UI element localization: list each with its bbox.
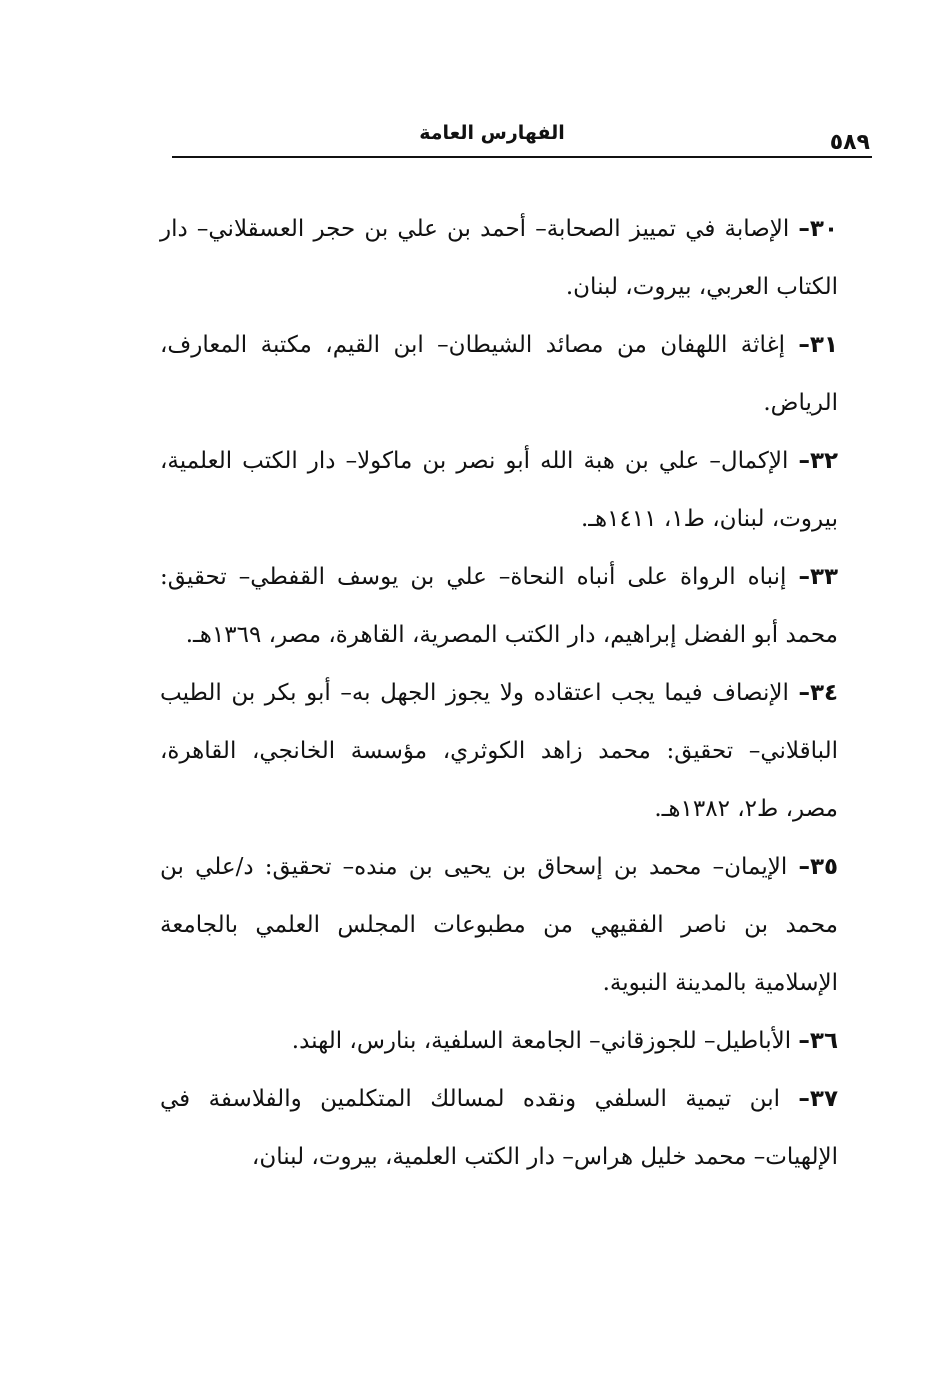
entry-text: الإكمال– علي بن هبة الله أبو نصر بن ماكولا– دار الكتب العلمية، بيروت، لبنان، ط١، ١٤١١هـ. [160,448,838,532]
bibliography-entry [160,548,838,664]
entry-number: ٣٥– [798,854,839,880]
page-header [172,108,872,160]
entry-number: ٣٣– [798,564,839,590]
bibliography-entry [160,316,838,432]
bibliography-entry [160,200,838,316]
bibliography-entry [160,1070,838,1186]
entry-number: ٣٦– [798,1028,838,1054]
bibliography-entry [160,664,838,838]
entry-text: الإنصاف فيما يجب اعتقاده ولا يجوز الجهل به– أبو بكر بن الطيب الباقلاني– تحقيق: محمد زاهد الكوثري، مؤسسة الخانجي، القاهرة، مصر، ط٢، ١٣٨٢هـ. [160,680,838,822]
bibliography-entry [160,432,838,548]
entry-text: ابن تيمية السلفي ونقده لمسالك المتكلمين والفلاسفة في الإلهيات– محمد خليل هراس– دار الكتب العلمية، بيروت، لبنان، [160,1086,838,1170]
entry-number: ٣١– [798,332,838,358]
entry-number: ٣٠– [798,216,838,242]
entry-number: ٣٧– [798,1086,838,1112]
entry-text: إغاثة اللهفان من مصائد الشيطان– ابن القيم، مكتبة المعارف، الرياض. [160,332,838,416]
header-rule [172,156,872,158]
entry-number: ٣٢– [798,448,839,474]
entry-text: إنباه الرواة على أنباه النحاة– علي بن يوسف القفطي– تحقيق: محمد أبو الفضل إبراهيم، دار الكتب المصرية، القاهرة، مصر، ١٣٦٩هـ. [160,564,838,648]
running-title: الفهارس العامة [419,122,565,144]
entry-text: الإيمان– محمد بن إسحاق بن يحيى بن منده– تحقيق: د/علي بن محمد بن ناصر الفقيهي من مطبوعات المجلس العلمي بالجامعة الإسلامية بالمدينة النبوية. [160,854,838,996]
entry-text: الأباطيل– للجوزقاني– الجامعة السلفية، بنارس، الهند. [291,1028,792,1054]
entry-text: الإصابة في تمييز الصحابة– أحمد بن علي بن حجر العسقلاني– دار الكتاب العربي، بيروت، لبنان. [160,216,838,300]
bibliography-entry [160,1012,838,1070]
bibliography-entry [160,838,838,1012]
bibliography-list [160,200,838,1186]
page-number: ٥٨٩ [829,130,870,155]
entry-number: ٣٤– [798,680,839,706]
